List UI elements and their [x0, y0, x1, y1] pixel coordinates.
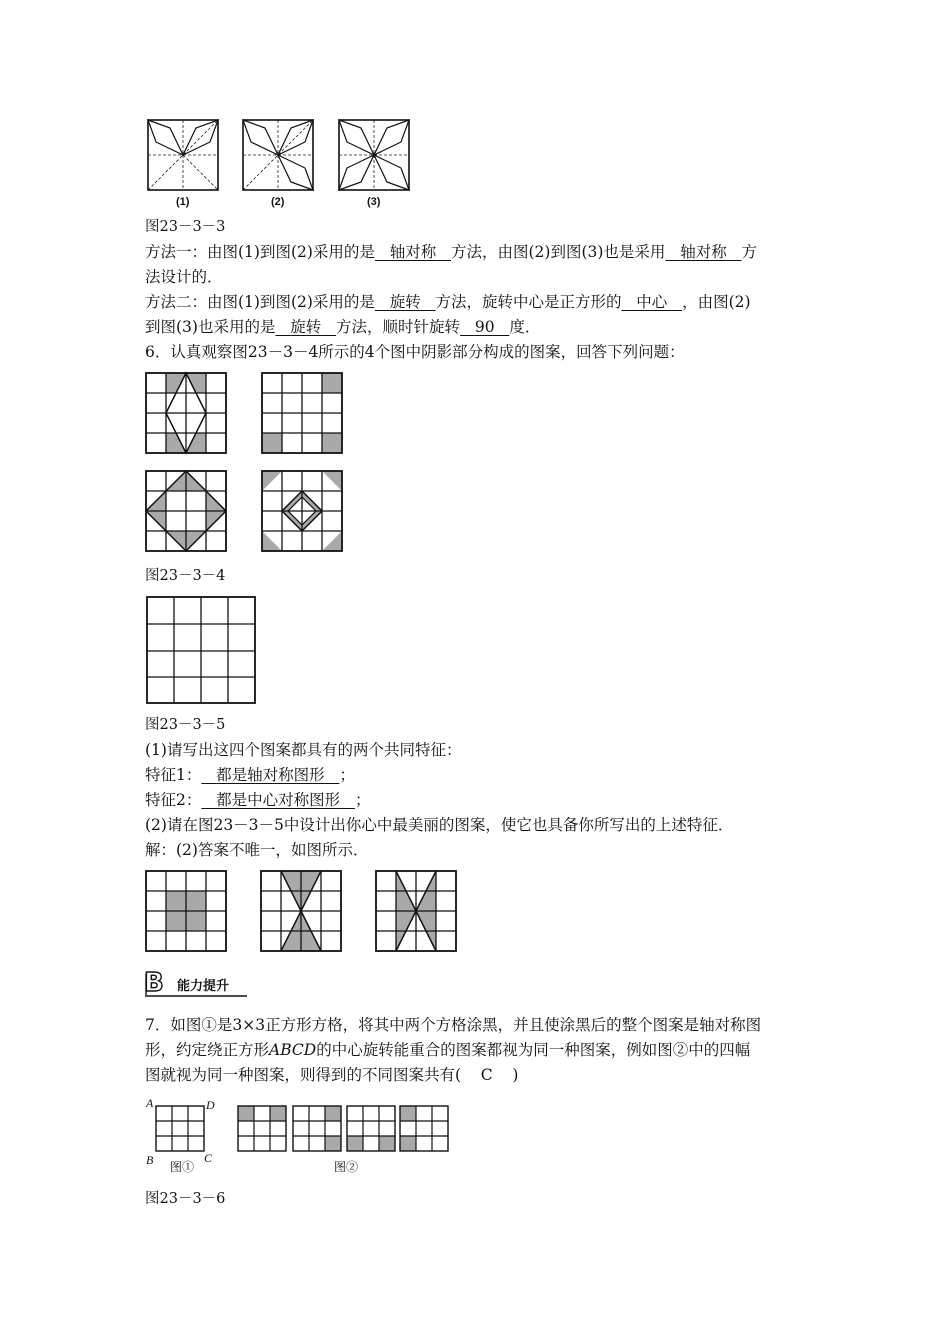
method1-line2: 法设计的． — [145, 268, 223, 286]
caption-fig4: 图23－3－4 — [145, 568, 226, 584]
fig6-grid-2a — [238, 1106, 286, 1151]
q6-part1: (1)请写出这四个图案都具有的两个共同特征： — [145, 741, 462, 759]
fig6-grid-2d — [400, 1106, 448, 1151]
fig4-grid-edge-triangles — [146, 471, 226, 551]
method1-answer1: 轴对称 — [389, 243, 437, 261]
q7-line1: 7．如图①是3×3正方形方格，将其中两个方格涂黑，并且使涂黑后的整个图案是轴对称图 — [145, 1016, 762, 1034]
q7-line2: 形，约定绕正方形ABCD的中心旋转能重合的图案都视为同一种图案，例如图②中的四幅 — [145, 1041, 751, 1059]
corner-label-a: A — [146, 1096, 154, 1110]
fig5-empty-grid — [145, 595, 257, 705]
fig6-grid-2b — [293, 1106, 341, 1151]
solution-drawings — [144, 869, 464, 953]
corner-label-c: C — [204, 1151, 213, 1165]
fig6-label-1: 图① — [170, 1160, 195, 1174]
solution-figures — [144, 869, 464, 953]
fig6-grid-2c — [347, 1106, 395, 1151]
figure-23-3-5 — [145, 595, 257, 705]
section-b-letter: B — [144, 968, 164, 998]
method2-answer2: 中心 — [636, 293, 668, 311]
section-b-title: 能力提升 — [177, 979, 230, 994]
fig3-square-2 — [243, 120, 313, 190]
figure-23-3-4 — [144, 371, 350, 555]
q6-part2: (2)请在图23－3－5中设计出你心中最美丽的图案，使它也具备你所写出的上述特征． — [145, 816, 734, 834]
q7-abcd: ABCD — [269, 1041, 317, 1059]
method2-line2: 到图(3)也采用的是 旋转 方法，顺时针旋转 90 度． — [145, 318, 541, 336]
q6-feature2: 特征2： 都是中心对称图形 ； — [145, 791, 371, 809]
method1-line1: 方法一：由图(1)到图(2)采用的是 轴对称 方法，由图(2)到图(3)也是采用 轴对称 方 — [145, 243, 758, 261]
q6-stem: 6．认真观察图23－3－4所示的4个图中阴影部分构成的图案，回答下列问题： — [145, 343, 685, 361]
caption-fig3: 图23－3－3 — [145, 219, 226, 235]
fig4-grid-diamond — [146, 373, 226, 453]
fig6-label-2: 图② — [334, 1160, 359, 1174]
feature1-answer: 都是轴对称图形 — [216, 766, 325, 784]
corner-label-d: D — [206, 1098, 215, 1112]
q7-line3: 图就视为同一种图案，则得到的不同图案共有( C ) — [145, 1066, 519, 1084]
fig6-drawings — [144, 1096, 454, 1166]
feature2-answer: 都是中心对称图形 — [216, 791, 341, 809]
fig3-label-3: (3) — [367, 196, 381, 208]
fig3-label-1: (1) — [176, 196, 190, 208]
section-b-badge — [143, 970, 249, 998]
fig3-label-2: (2) — [271, 196, 285, 208]
fig3-square-3 — [339, 120, 409, 190]
method2-answer3: 旋转 — [290, 318, 322, 336]
solution-grid-bowtie — [376, 871, 456, 951]
method2-line1: 方法二：由图(1)到图(2)采用的是 旋转 方法，旋转中心是正方形的 中心 ，由图(2) — [145, 293, 751, 311]
fig4-drawings — [144, 371, 350, 555]
fig3-square-1 — [148, 120, 218, 190]
fig4-grid-corner-triangles — [262, 471, 342, 551]
q6-feature1: 特征1： 都是轴对称图形 ； — [145, 766, 355, 784]
method1-answer2: 轴对称 — [680, 243, 727, 261]
caption-fig5: 图23－3－5 — [145, 717, 226, 733]
caption-fig6: 图23－3－6 — [145, 1191, 226, 1207]
q7-answer: C — [480, 1066, 493, 1084]
fig4-grid-corners — [262, 373, 342, 453]
figure-23-3-3 — [140, 116, 420, 216]
corner-label-b: B — [146, 1153, 154, 1167]
solution-grid-hourglass — [261, 871, 341, 951]
solution-grid-center — [146, 871, 226, 951]
fig6-grid-abcd — [156, 1106, 204, 1151]
figure-23-3-6 — [144, 1096, 454, 1178]
method2-answer4: 90 — [474, 318, 495, 336]
q6-solution: 解：(2)答案不唯一，如图所示． — [145, 841, 369, 859]
method2-answer1: 旋转 — [389, 293, 421, 311]
